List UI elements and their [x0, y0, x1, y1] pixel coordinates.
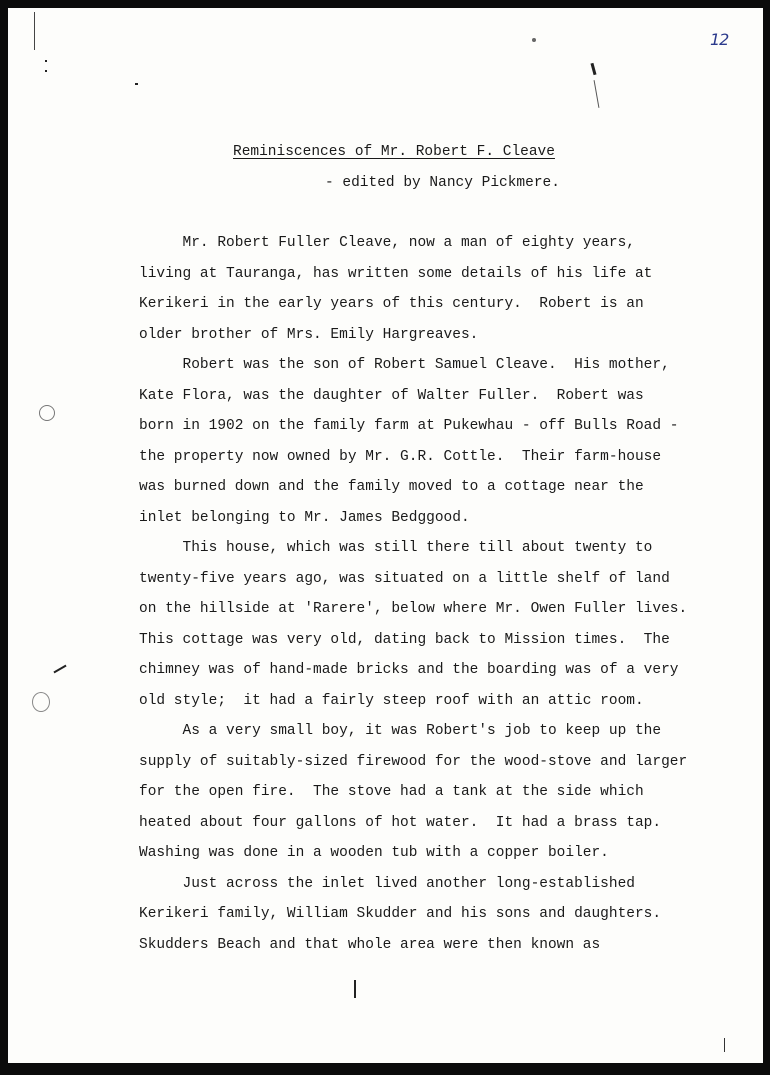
text-line: Kerikeri family, William Skudder and his sons and daughters. [139, 906, 662, 922]
text-line: As a very small boy, it was Robert's job to keep up the [139, 723, 662, 739]
scan-mark [724, 1038, 725, 1052]
scan-mark [354, 980, 356, 998]
text-line: Robert was the son of Robert Samuel Cleave. His mother, [139, 357, 670, 373]
text-line: for the open fire. The stove had a tank at the side which [139, 784, 644, 800]
punch-hole-mark [39, 405, 55, 421]
body-text [139, 228, 739, 960]
punch-hole-mark [32, 692, 50, 712]
text-line: old style; it had a fairly steep roof with an attic room. [139, 692, 644, 709]
text-line: Skudders Beach and that whole area were then known as [139, 936, 601, 953]
scan-mark [34, 12, 35, 50]
text-line: twenty-five years ago, was situated on a little shelf of land [139, 570, 670, 587]
text-line: was burned down and the family moved to a cottage near the [139, 479, 644, 495]
document-page [8, 8, 763, 1063]
text-line: Kerikeri in the early years of this century. Robert is an [139, 296, 644, 312]
scan-mark [594, 80, 600, 108]
text-line: Kate Flora, was the daughter of Walter Fuller. Robert was [139, 387, 644, 404]
scan-mark [532, 38, 536, 42]
page-number: 12 [710, 30, 729, 49]
text-line: chimney was of hand-made bricks and the boarding was of a very [139, 662, 679, 678]
scan-mark [135, 83, 138, 85]
text-line: Mr. Robert Fuller Cleave, now a man of eighty years, [139, 235, 635, 251]
scan-mark [53, 665, 66, 674]
text-line: supply of suitably-sized firewood for the wood-stove and larger [139, 753, 688, 770]
document-subtitle: - edited by Nancy Pickmere. [325, 175, 560, 191]
text-line: Washing was done in a wooden tub with a copper boiler. [139, 845, 609, 861]
text-line: on the hillside at 'Rarere', below where Mr. Owen Fuller lives. [139, 601, 688, 617]
scan-mark [45, 60, 47, 62]
text-line: the property now owned by Mr. G.R. Cottle. Their farm-house [139, 448, 662, 465]
text-line: This cottage was very old, dating back to Mission times. The [139, 631, 670, 648]
text-line: This house, which was still there till about twenty to [139, 540, 653, 556]
text-line: born in 1902 on the family farm at Pukewhau - off Bulls Road - [139, 418, 679, 434]
text-line: inlet belonging to Mr. James Bedggood. [139, 509, 470, 526]
text-line: living at Tauranga, has written some details of his life at [139, 265, 653, 282]
scan-mark [590, 63, 596, 75]
document-title: Reminiscences of Mr. Robert F. Cleave [233, 144, 555, 160]
text-line: older brother of Mrs. Emily Hargreaves. [139, 326, 479, 343]
text-line: Just across the inlet lived another long-established [139, 875, 635, 892]
scan-mark [45, 70, 47, 72]
text-line: heated about four gallons of hot water. It had a brass tap. [139, 814, 662, 831]
